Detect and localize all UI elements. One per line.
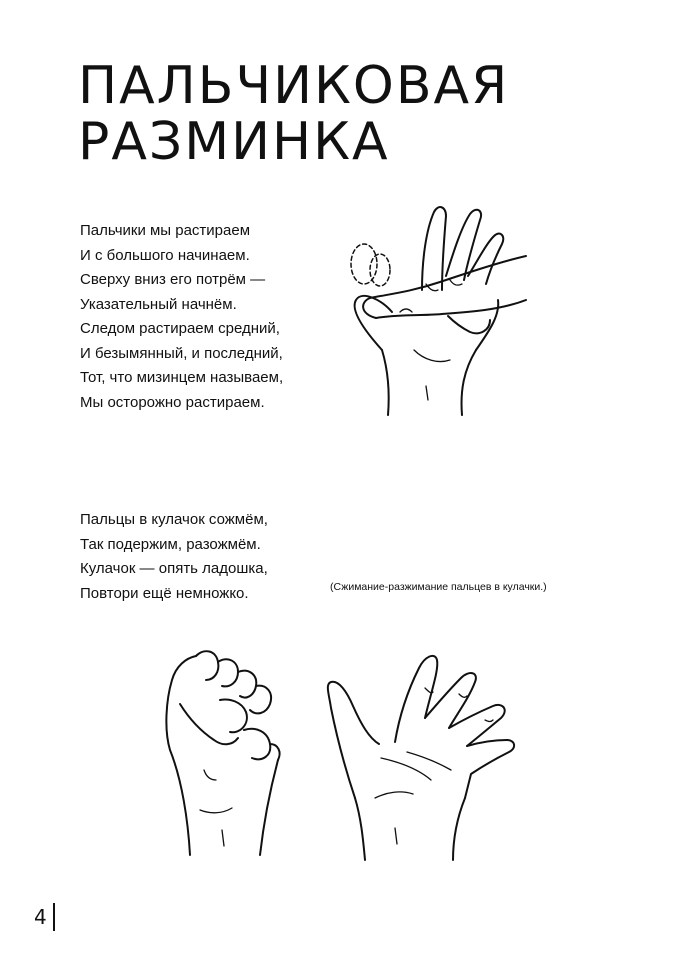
poem-line: Так подержим, разожмём. bbox=[80, 535, 261, 553]
poem-line: Указательный начнём. bbox=[80, 295, 237, 313]
page-title-line-2: РАЗМИНКА bbox=[78, 112, 390, 172]
poem-line: Мы осторожно растираем. bbox=[80, 393, 265, 411]
rubbing-hands-illustration bbox=[330, 200, 530, 420]
page-number: 4 bbox=[34, 903, 55, 931]
fist-illustration bbox=[160, 640, 290, 860]
poem-line: Кулачок — опять ладошка, bbox=[80, 560, 268, 577]
poem-line: Сверху вниз его потрём — bbox=[80, 271, 266, 288]
poem-line: Следом растираем средний, bbox=[80, 320, 280, 337]
poem-line: Пальчики мы растираем bbox=[80, 222, 251, 239]
exercise-note: (Сжимание-разжимание пальцев в кулачки.) bbox=[330, 581, 547, 593]
page-title bbox=[78, 58, 509, 170]
open-palm-illustration bbox=[325, 648, 520, 863]
poem-rubbing-fingers bbox=[80, 219, 283, 415]
poem-line: Тот, что мизинцем называем, bbox=[80, 369, 284, 386]
poem-line: Пальцы в кулачок сожмём, bbox=[80, 511, 268, 528]
page-title-line-1: ПАЛЬЧИКОВАЯ bbox=[78, 56, 510, 116]
poem-fist bbox=[80, 508, 268, 606]
poem-line: И безымянный, и последний, bbox=[80, 344, 283, 362]
poem-line: Повтори ещё немножко. bbox=[80, 584, 249, 602]
poem-line: И с большого начинаем. bbox=[80, 246, 250, 264]
